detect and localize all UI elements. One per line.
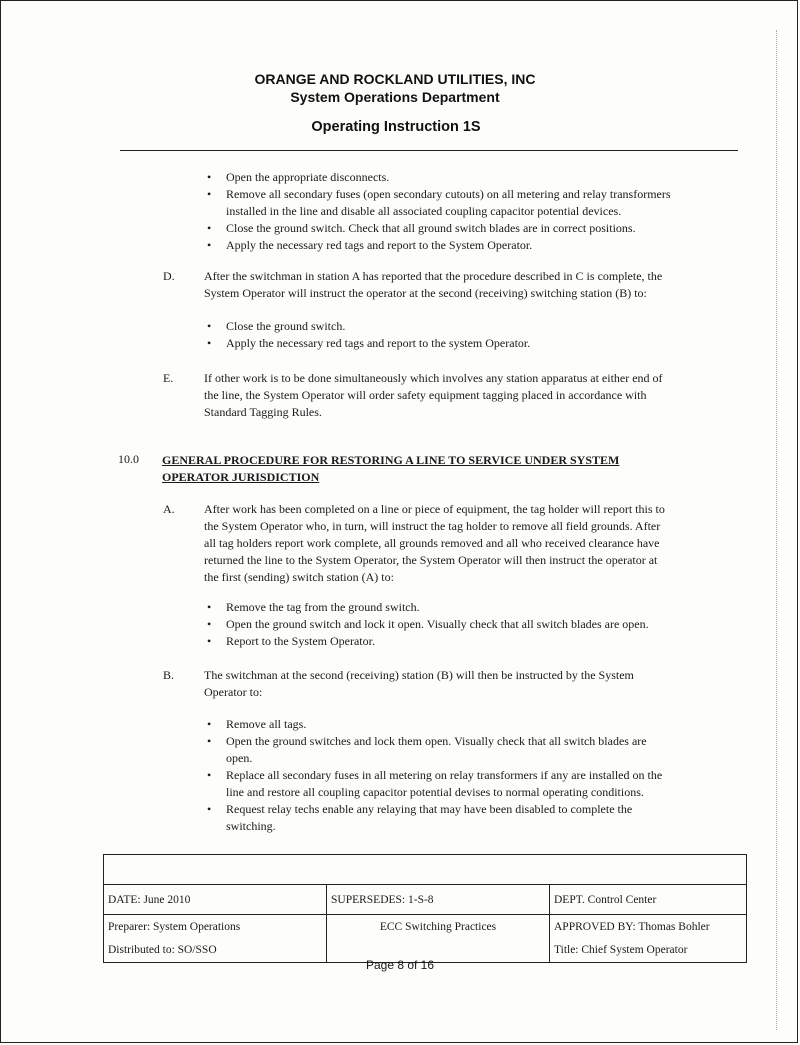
list-item: installed in the line and disable all associated coupling capacitor potential devices. <box>226 204 622 218</box>
scan-edge <box>776 30 778 1030</box>
dept-cell: DEPT. Control Center <box>550 885 747 915</box>
table-row <box>104 885 747 915</box>
header-rule <box>120 150 738 151</box>
list-item: • Request relay techs enable any relaying that may have been disabled to complete the <box>207 802 633 816</box>
paragraph-line: System Operator will instruct the operator at the second (receiving) switching station (B) to: <box>204 286 647 300</box>
paragraph-line: Operator to: <box>204 685 263 699</box>
item-letter: A. <box>163 502 175 516</box>
section-title: GENERAL PROCEDURE FOR RESTORING A LINE TO SERVICE UNDER SYSTEM <box>162 453 620 467</box>
footer-table <box>103 854 747 963</box>
paragraph-line: the System Operator who, in turn, will instruct the tag holder to remove all field grounds. After <box>204 519 661 533</box>
title-cell: Title: Chief System Operator <box>550 939 747 963</box>
table-cell <box>104 855 747 885</box>
list-item: • Report to the System Operator. <box>207 634 375 648</box>
paragraph-line: the line, the System Operator will order safety equipment tagging placed in accordance with <box>204 388 647 402</box>
practices-cell: ECC Switching Practices <box>327 915 550 939</box>
list-item: • Apply the necessary red tags and report to the System Operator. <box>207 238 533 252</box>
list-item: • Open the ground switches and lock them open. Visually check that all switch blades are <box>207 734 647 748</box>
item-letter: D. <box>163 269 175 283</box>
page-number: Page 8 of 16 <box>365 958 435 972</box>
paragraph-line: returned the line to the System Operator, the System Operator will then instruct the operator at <box>204 553 658 567</box>
item-letter: B. <box>163 668 175 682</box>
list-item: • Replace all secondary fuses in all metering on relay transformers if any are installed on the <box>207 768 663 782</box>
paragraph-line: After the switchman in station A has reported that the procedure described in C is complete, the <box>204 269 663 283</box>
approved-cell: APPROVED BY: Thomas Bohler <box>550 915 747 939</box>
list-item: • Close the ground switch. <box>207 319 346 333</box>
company-name: ORANGE AND ROCKLAND UTILITIES, INC <box>254 71 536 87</box>
department-name: System Operations Department <box>290 89 500 105</box>
list-item: open. <box>226 751 253 765</box>
paragraph-line: all tag holders report work complete, all grounds removed and all who received clearance have <box>204 536 660 550</box>
list-item: • Close the ground switch. Check that all ground switch blades are in correct positions. <box>207 221 636 235</box>
section-title: OPERATOR JURISDICTION <box>162 470 320 484</box>
table-row <box>104 915 747 939</box>
supersedes-cell: SUPERSEDES: 1-S-8 <box>327 885 550 915</box>
paragraph-line: the first (sending) switch station (A) to: <box>204 570 394 584</box>
paragraph-line: After work has been completed on a line or piece of equipment, the tag holder will report this to <box>204 502 665 516</box>
instruction-title: Operating Instruction 1S <box>311 119 481 135</box>
date-cell: DATE: June 2010 <box>104 885 327 915</box>
item-a-bullets <box>204 599 649 650</box>
distributed-cell: Distributed to: SO/SSO <box>104 939 327 963</box>
list-item: switching. <box>226 819 276 833</box>
paragraph-line: Standard Tagging Rules. <box>204 405 322 419</box>
item-b-bullets <box>204 716 662 835</box>
top-bullet-list <box>204 169 671 254</box>
section-number: 10.0 <box>118 452 139 466</box>
preparer-cell: Preparer: System Operations <box>104 915 327 939</box>
item-letter: E. <box>163 371 174 385</box>
item-d-bullets <box>204 318 530 352</box>
list-item: • Remove the tag from the ground switch. <box>207 600 420 614</box>
list-item: • Open the ground switch and lock it open. Visually check that all switch blades are open. <box>207 617 649 631</box>
list-item: • Remove all secondary fuses (open secondary cutouts) on all metering and relay transformers <box>207 187 671 201</box>
table-row <box>104 855 747 885</box>
list-item: • Open the appropriate disconnects. <box>207 170 390 184</box>
paragraph-line: If other work is to be done simultaneously which involves any station apparatus at either end of <box>204 371 663 385</box>
list-item: line and restore all coupling capacitor potential devises to normal operating conditions. <box>226 785 644 799</box>
paragraph-line: The switchman at the second (receiving) station (B) will then be instructed by the System <box>204 668 634 682</box>
list-item: • Remove all tags. <box>207 717 307 731</box>
list-item: • Apply the necessary red tags and report to the system Operator. <box>207 336 531 350</box>
